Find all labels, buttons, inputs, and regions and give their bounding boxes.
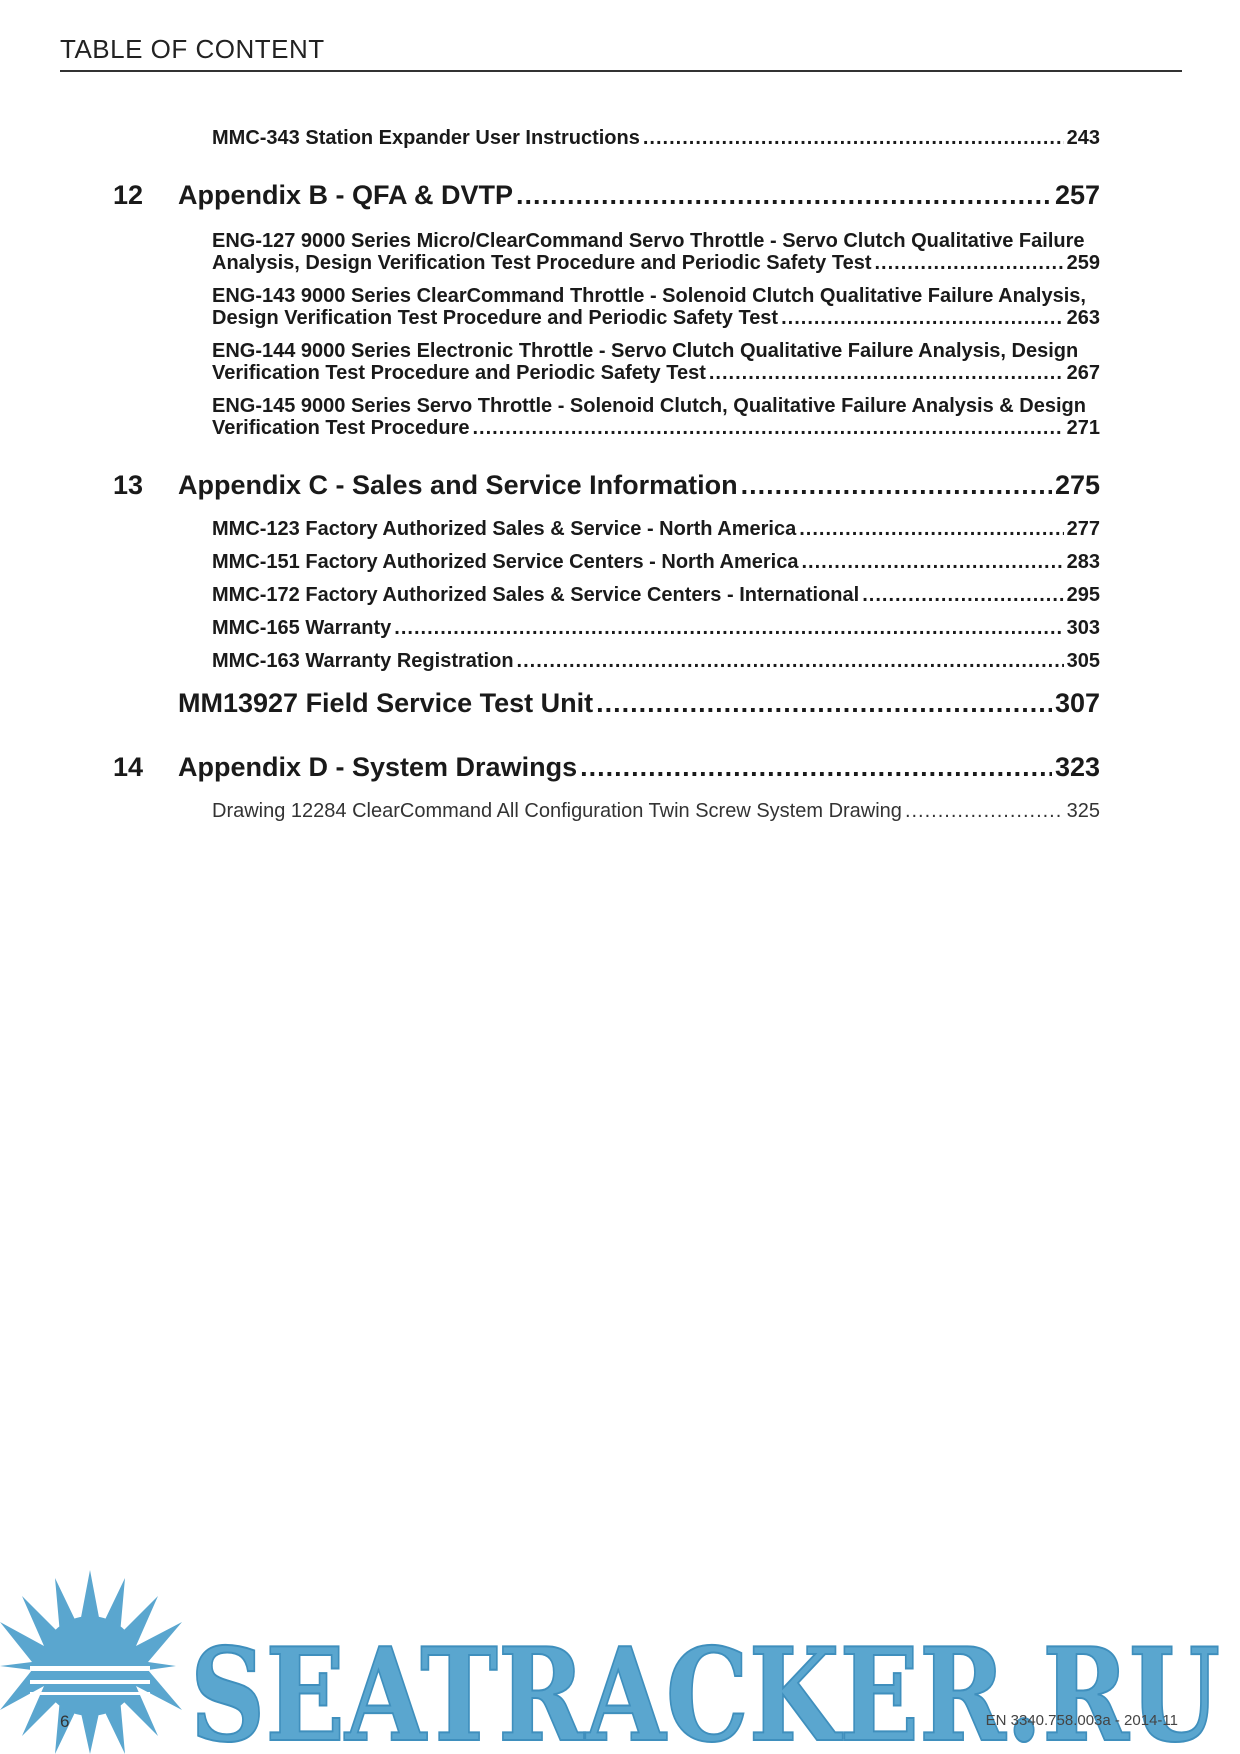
toc-entry-title: MMC-163 Warranty Registration (212, 650, 514, 672)
toc-entry-eng143-line1[interactable]: ENG-143 9000 Series ClearCommand Throttle - Solenoid Clutch Qualitative Failure Analysis, (212, 285, 1086, 307)
dot-leader (517, 650, 1064, 673)
toc-entry-eng145-line1[interactable]: ENG-145 9000 Series Servo Throttle - Solenoid Clutch, Qualitative Failure Analysis & Design (212, 395, 1086, 417)
document-id: EN 3340.758.003a - 2014-11 (985, 1712, 1178, 1729)
toc-chapter-title: Appendix B - QFA & DVTP (178, 180, 514, 210)
toc-entry-title: Verification Test Procedure and Periodic Safety Test (212, 362, 706, 384)
chapter-number: 12 (113, 180, 144, 210)
toc-entry-page: 295 (1066, 584, 1100, 606)
toc-chapter-13[interactable] (178, 470, 1100, 501)
toc-chapter-12[interactable] (178, 180, 1100, 211)
toc-chapter-page: 275 (1054, 470, 1100, 500)
dot-leader (799, 518, 1063, 541)
toc-entry-page: 263 (1066, 307, 1100, 329)
toc-entry-page: 267 (1066, 362, 1100, 384)
dot-leader (643, 127, 1064, 150)
toc-chapter-page: 307 (1054, 688, 1100, 718)
dot-leader (781, 307, 1064, 330)
dot-leader (473, 417, 1064, 440)
toc-entry-title: MMC-151 Factory Authorized Service Centers - North America (212, 551, 799, 573)
toc-entry-mm13927[interactable] (178, 688, 1100, 719)
toc-chapter-title: Appendix D - System Drawings (178, 752, 578, 782)
toc-entry-mmc165[interactable] (212, 617, 1100, 640)
toc-entry-eng144-line1[interactable]: ENG-144 9000 Series Electronic Throttle - Servo Clutch Qualitative Failure Analysis, Design (212, 340, 1079, 362)
toc-entry-page: 283 (1066, 551, 1100, 573)
watermark-text: SEATRACKER.RU (190, 1621, 1220, 1754)
dot-leader (801, 551, 1063, 574)
dot-leader (905, 800, 1064, 823)
toc-entry-eng144[interactable] (212, 362, 1100, 385)
toc-entry-page: 271 (1066, 417, 1100, 439)
dot-leader (580, 752, 1052, 783)
toc-entry-mmc123[interactable] (212, 518, 1100, 541)
toc-entry-page: 277 (1066, 518, 1100, 540)
toc-entry-dwg12284[interactable] (212, 800, 1100, 823)
toc-chapter-title: Appendix C - Sales and Service Information (178, 470, 738, 500)
page-number: 6 (60, 1712, 70, 1731)
toc-entry-title: MMC-343 Station Expander User Instructions (212, 127, 640, 149)
toc-entry-page: 243 (1066, 127, 1100, 149)
chapter-number: 13 (113, 470, 144, 500)
page-title: TABLE OF CONTENT (60, 34, 325, 64)
toc-entry-page: 305 (1066, 650, 1100, 672)
toc-entry-title: Analysis, Design Verification Test Procedure and Periodic Safety Test (212, 252, 872, 274)
toc-entry-eng143[interactable] (212, 307, 1100, 330)
toc-entry-mmc163[interactable] (212, 650, 1100, 673)
dot-leader (394, 617, 1063, 640)
dot-leader (596, 688, 1052, 719)
toc-entry-eng145[interactable] (212, 417, 1100, 440)
toc-chapter-page: 323 (1054, 752, 1100, 782)
sun-icon (0, 1570, 182, 1754)
toc-entry-eng127-line1[interactable]: ENG-127 9000 Series Micro/ClearCommand Servo Throttle - Servo Clutch Qualitative Failure (212, 230, 1085, 252)
dot-leader (709, 362, 1064, 385)
toc-entry-page: 303 (1066, 617, 1100, 639)
toc-chapter-page: 257 (1054, 180, 1100, 210)
toc-entry-title: Design Verification Test Procedure and Periodic Safety Test (212, 307, 779, 329)
toc-entry-mmc343[interactable] (212, 127, 1100, 150)
toc-entry-page: 325 (1066, 800, 1100, 822)
toc-entry-eng127[interactable] (212, 252, 1100, 275)
toc-entry-title: MMC-165 Warranty (212, 617, 392, 639)
dot-leader (741, 470, 1052, 501)
toc-entry-title: Verification Test Procedure (212, 417, 470, 439)
toc-chapter-title: MM13927 Field Service Test Unit (178, 688, 594, 718)
toc-entry-title: MMC-123 Factory Authorized Sales & Service - North America (212, 518, 797, 540)
toc-entry-title: MMC-172 Factory Authorized Sales & Service Centers - International (212, 584, 860, 606)
sun-horizon (30, 1666, 150, 1671)
chapter-number: 14 (113, 752, 144, 782)
toc-entry-page: 259 (1066, 252, 1100, 274)
toc-chapter-14[interactable] (178, 752, 1100, 783)
header-rule (60, 70, 1182, 72)
toc-entry-mmc151[interactable] (212, 551, 1100, 574)
toc-entry-mmc172[interactable] (212, 584, 1100, 607)
dot-leader (874, 252, 1063, 275)
dot-leader (516, 180, 1052, 211)
dot-leader (862, 584, 1063, 607)
toc-entry-title: Drawing 12284 ClearCommand All Configuration Twin Screw System Drawing (212, 800, 902, 822)
